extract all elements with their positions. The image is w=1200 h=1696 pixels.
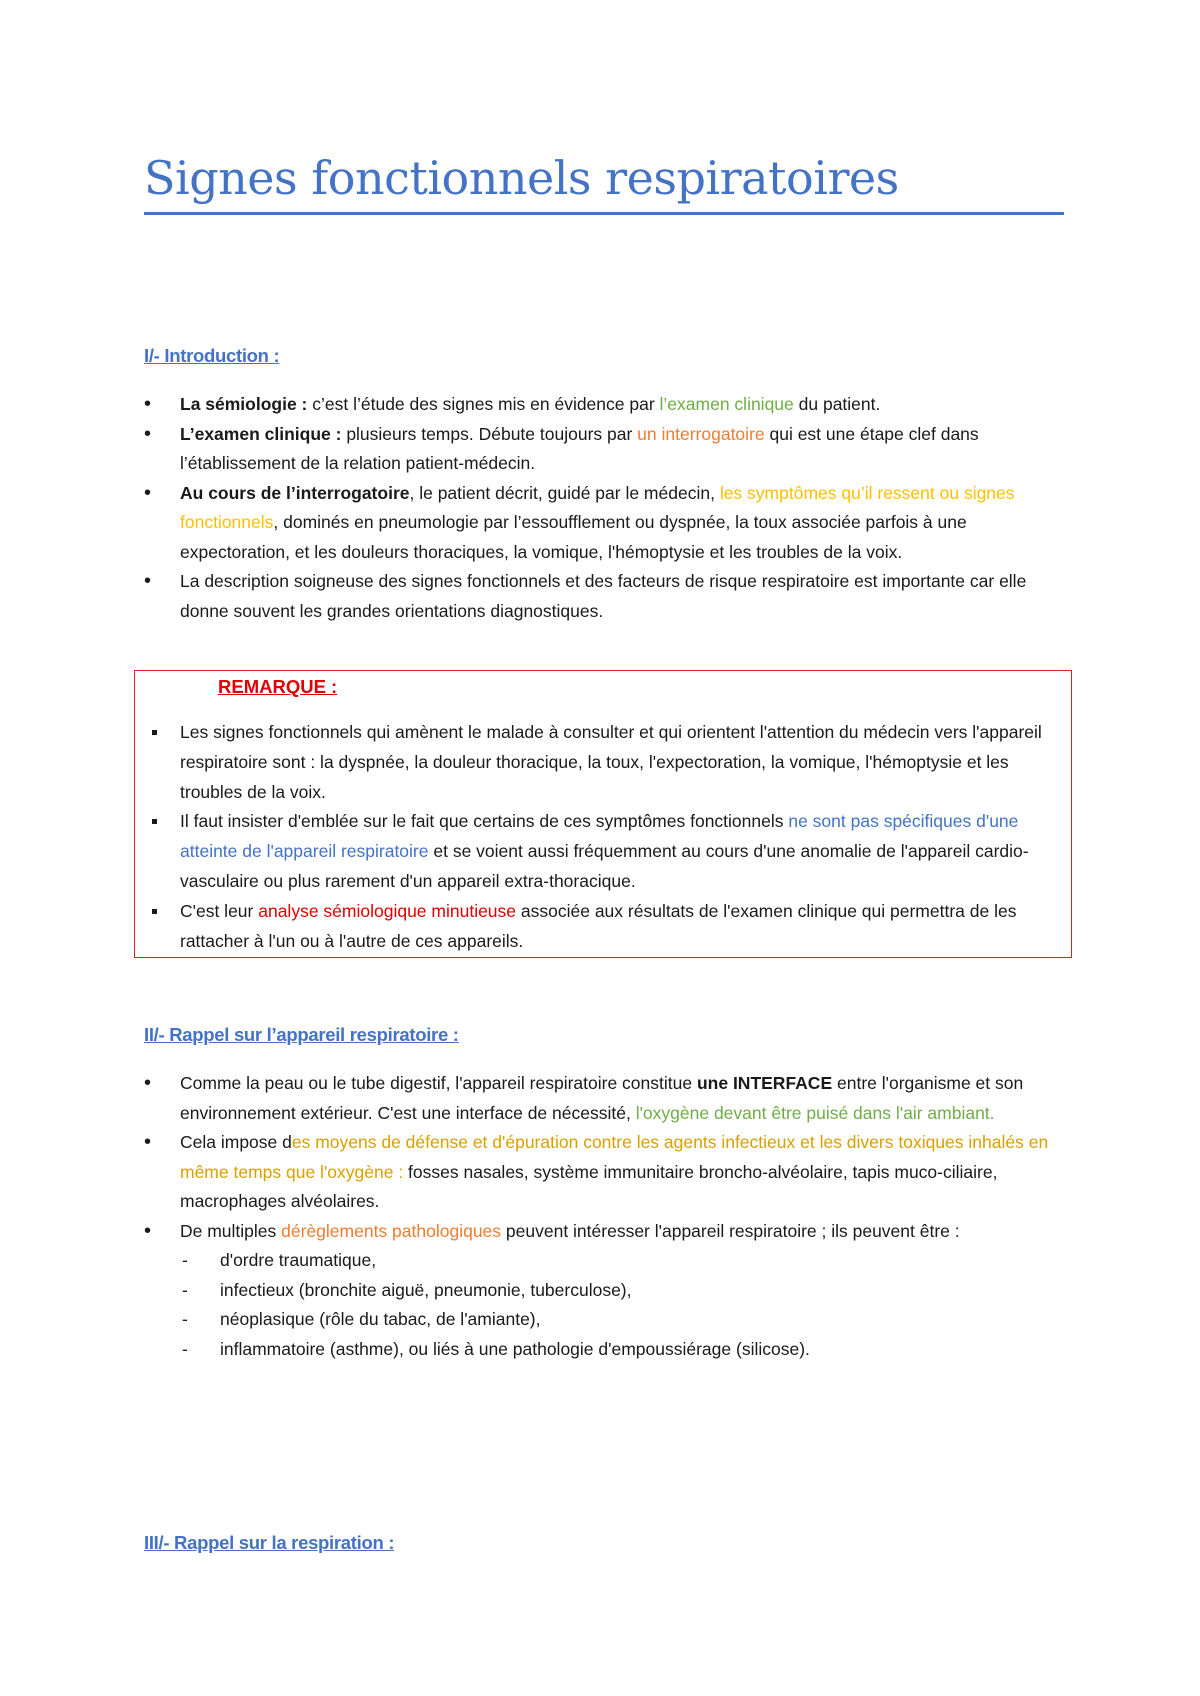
remark-list bbox=[152, 718, 1052, 956]
text: associée aux résultats de l'examen clinique qui permettra de les rattacher à l'un ou à l'autre de ces appareils. bbox=[180, 900, 1017, 951]
highlight-text: ne sont pas spécifiques d'une atteinte de l'appareil respiratoire bbox=[180, 811, 1019, 862]
list-item bbox=[152, 807, 1052, 896]
list-item bbox=[144, 1069, 1064, 1128]
remark-heading: REMARQUE : bbox=[218, 676, 338, 697]
text: peuvent intéresser l'appareil respiratoire ; ils peuvent être : bbox=[501, 1220, 960, 1241]
appareil-list bbox=[144, 1069, 1064, 1364]
text: Les signes fonctionnels qui amènent le malade à consulter et qui orientent l'attention du médecin vers l'appareil respiratoire sont : la dyspnée, la douleur thoracique, la toux, l'expectoration, la vomique, l'hémoptysie et les troubles de la voix. bbox=[180, 722, 1042, 802]
section-heading-appareil-respiratoire: II/- Rappel sur l’appareil respiratoire : bbox=[144, 1024, 459, 1045]
term-semiologie: La sémiologie : bbox=[180, 394, 308, 414]
list-item bbox=[144, 567, 1064, 626]
text: et se voient aussi fréquemment au cours d'une anomalie de l'appareil cardio-vasculaire ou plus rarement d'un appareil extra-thoracique. bbox=[180, 841, 1029, 891]
text: , dominés en pneumologie par l’essoufflement ou dyspnée, la toux associée parfois à une expectoration, et les douleurs thoraciques, la vomique, l'hémoptysie et les troubles de la voix. bbox=[180, 512, 967, 562]
highlight-text: les symptômes qu’il ressent ou signes fonctionnels bbox=[180, 482, 1015, 532]
text: , le patient décrit, guidé par le médecin, bbox=[409, 482, 720, 503]
text: Comme la peau ou le tube digestif, l'appareil respiratoire constitue bbox=[180, 1073, 697, 1093]
text: La description soigneuse des signes fonctionnels et des facteurs de risque respiratoire est importante car elle donne souvent les grandes orientations diagnostiques. bbox=[180, 571, 1027, 621]
introduction-list bbox=[144, 390, 1064, 626]
dash-item: - infectieux (bronchite aiguë, pneumonie, tuberculose), bbox=[180, 1276, 1064, 1306]
list-item bbox=[144, 479, 1064, 568]
list-item bbox=[152, 718, 1052, 807]
list-item bbox=[152, 897, 1052, 957]
text: Cela impose d bbox=[180, 1132, 292, 1152]
dash-item: - inflammatoire (asthme), ou liés à une pathologie d'empoussiérage (silicose). bbox=[180, 1335, 1064, 1365]
term-interrogatoire: Au cours de l’interrogatoire bbox=[180, 482, 410, 503]
text: plusieurs temps. Débute toujours par bbox=[341, 423, 638, 444]
text: C'est leur bbox=[180, 900, 259, 921]
list-item bbox=[144, 390, 1064, 420]
dash-item: - d'ordre traumatique, bbox=[180, 1246, 1064, 1276]
highlight-text: l'oxygène devant être puisé dans l'air ambiant. bbox=[635, 1102, 995, 1123]
list-item bbox=[144, 420, 1064, 479]
list-item bbox=[144, 1128, 1064, 1217]
highlight-text: un interrogatoire bbox=[637, 423, 765, 444]
text: entre l'organisme et son environnement extérieur. C'est une interface de nécessité, bbox=[180, 1073, 1024, 1123]
section-heading-introduction: I/- Introduction : bbox=[144, 345, 280, 366]
term-examen-clinique: L’examen clinique : bbox=[180, 423, 342, 444]
text: Il faut insister d'emblée sur le fait que certains de ces symptômes fonctionnels bbox=[180, 811, 789, 832]
highlight-text: es moyens de défense et d'épuration contre les agents infectieux et les divers toxiques inhalés en même temps que l'oxygène : bbox=[180, 1132, 1049, 1182]
term-interface: une INTERFACE bbox=[696, 1073, 833, 1093]
text: qui est une étape clef dans l’établissement de la relation patient-médecin. bbox=[180, 423, 979, 473]
section-heading-respiration: III/- Rappel sur la respiration : bbox=[144, 1532, 395, 1553]
page-title: Signes fonctionnels respiratoires bbox=[144, 148, 1064, 215]
text: De multiples bbox=[180, 1220, 282, 1241]
pathology-list bbox=[180, 1246, 1064, 1364]
highlight-text: l’examen clinique bbox=[659, 394, 794, 414]
list-item bbox=[144, 1217, 1064, 1365]
highlight-text: analyse sémiologique minutieuse bbox=[258, 900, 517, 921]
text: du patient. bbox=[793, 394, 881, 414]
highlight-text: dérèglements pathologiques bbox=[281, 1220, 502, 1241]
text: fosses nasales, système immunitaire broncho-alvéolaire, tapis muco-ciliaire, macrophages alvéolaires. bbox=[180, 1161, 998, 1211]
text: c’est l’étude des signes mis en évidence par bbox=[307, 394, 660, 414]
dash-item: - néoplasique (rôle du tabac, de l'amiante), bbox=[180, 1305, 1064, 1335]
